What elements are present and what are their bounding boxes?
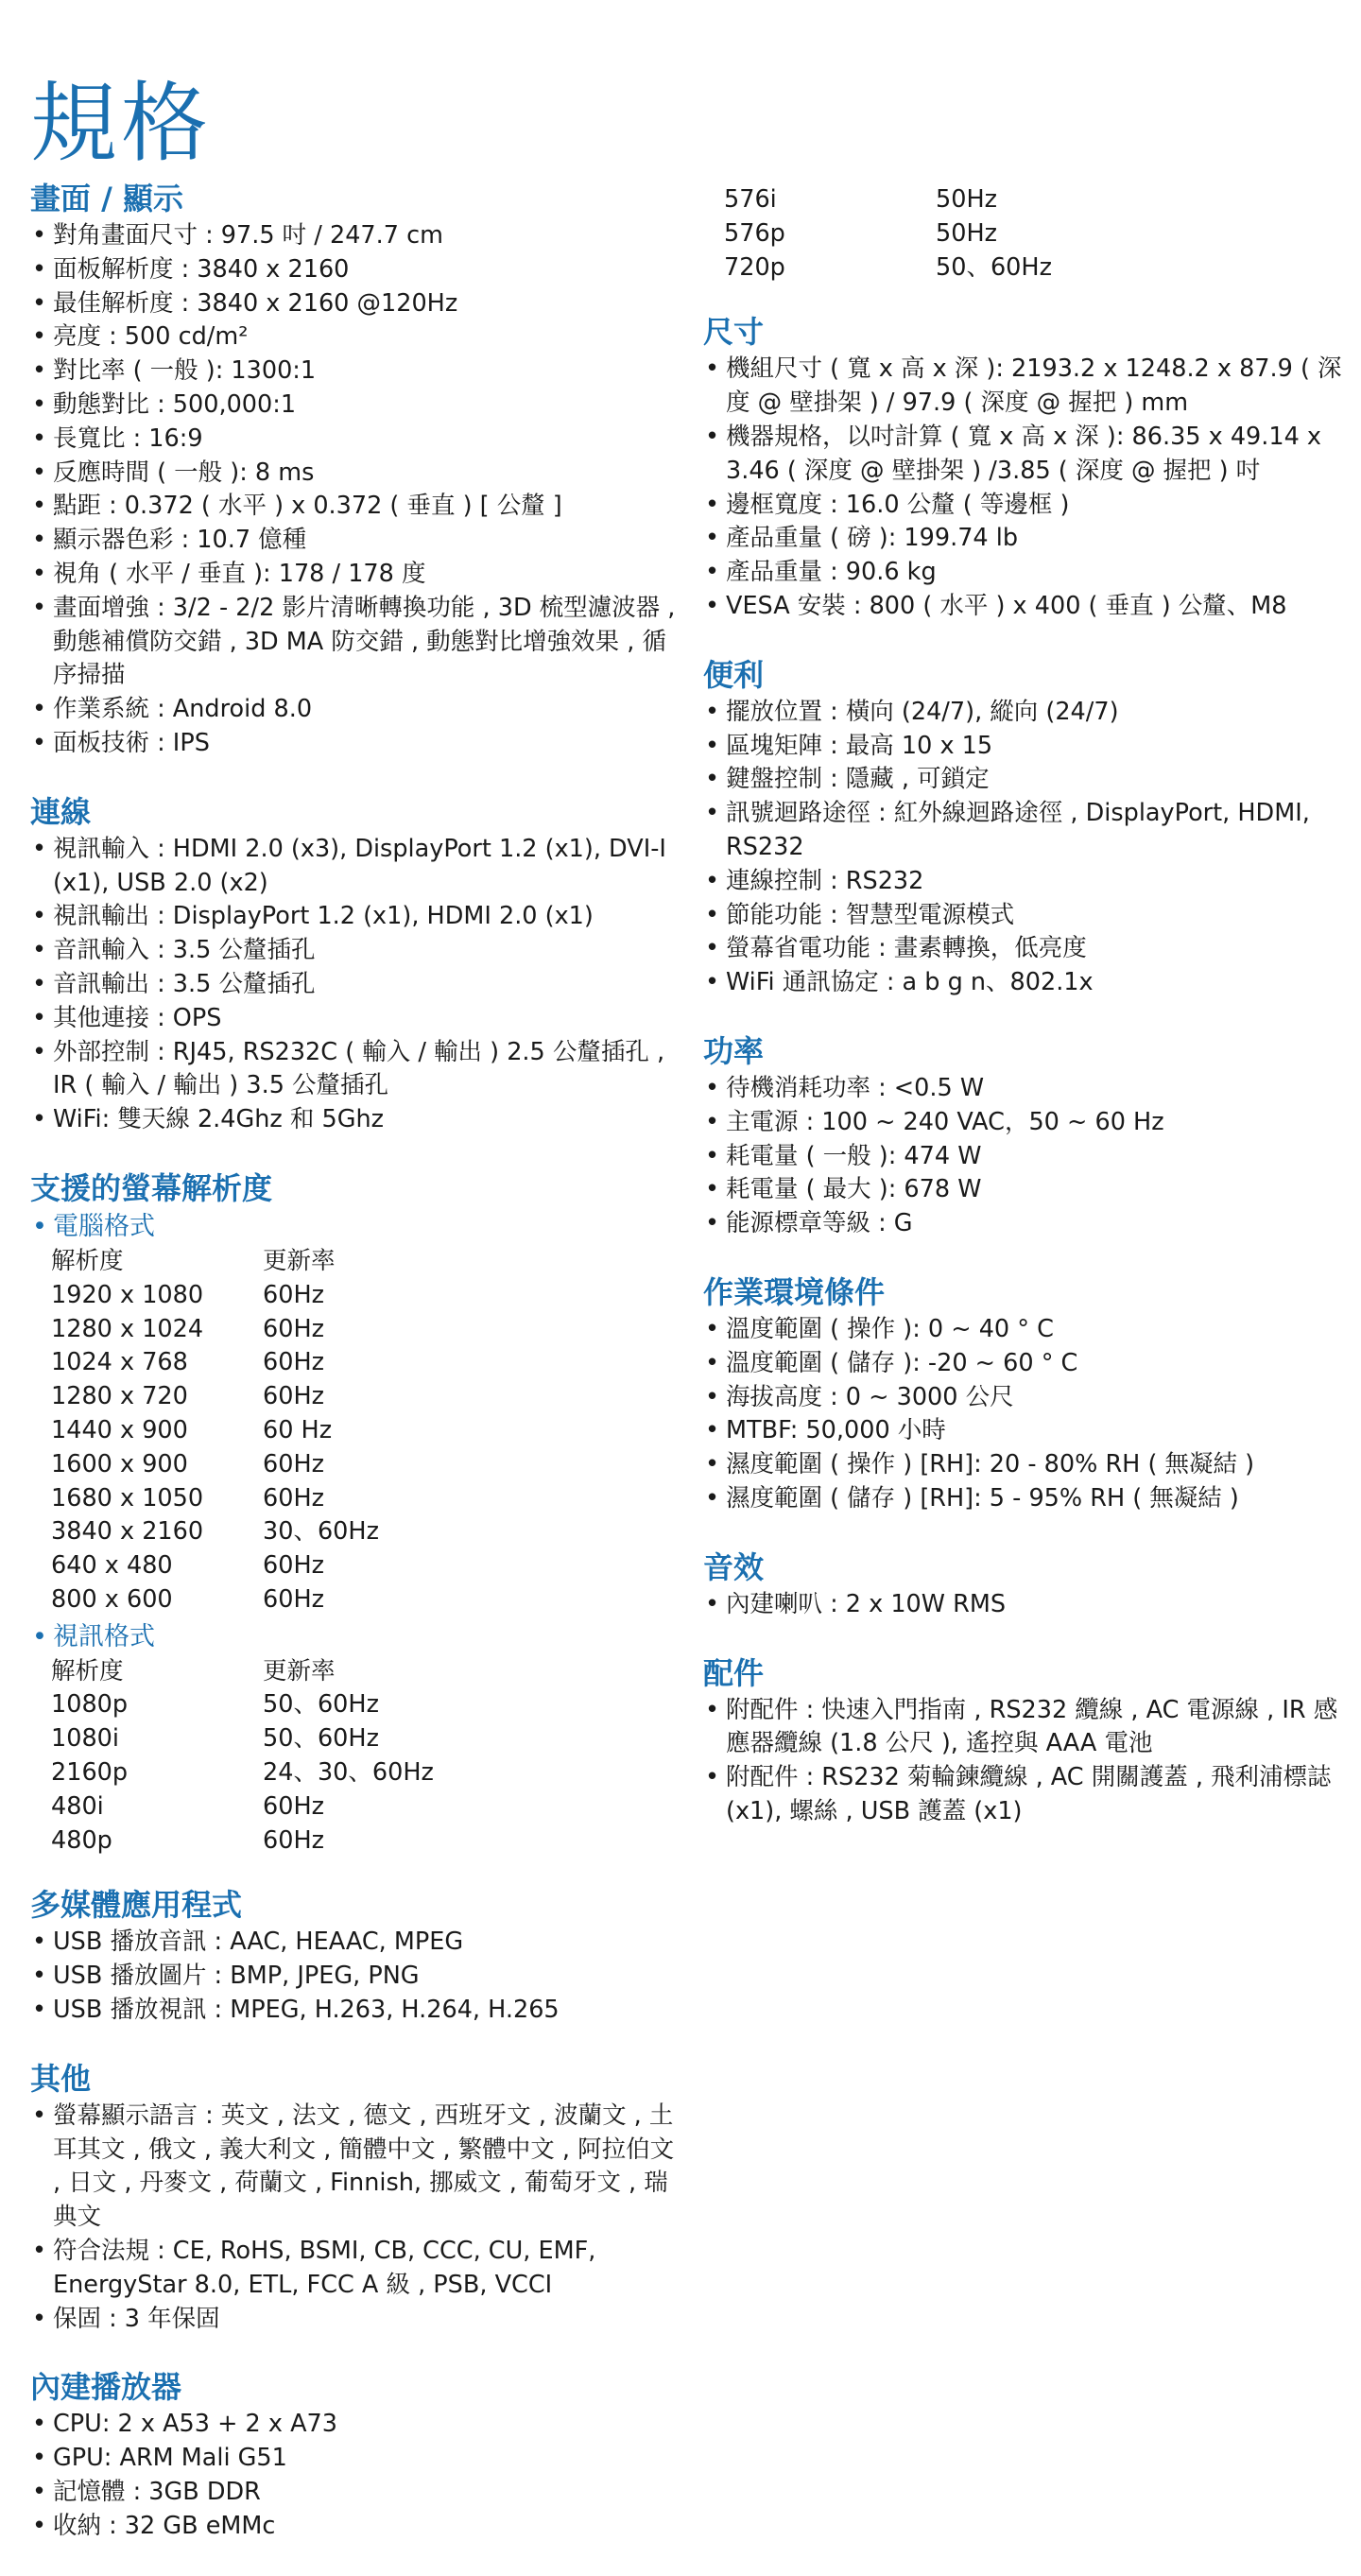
spec-item: • MTBF: 50,000 小時: [703, 1414, 1346, 1448]
section-title-convenience: 便利: [703, 656, 765, 693]
video-format-table: [51, 1655, 434, 1859]
cell-refresh-rate: 24、30、60Hz: [263, 1758, 434, 1788]
cell-refresh-rate: 60Hz: [263, 1483, 325, 1513]
table-row: [51, 1824, 434, 1859]
cell-refresh-rate: 60Hz: [263, 1314, 325, 1343]
cell-resolution: 1280 x 720: [51, 1382, 188, 1411]
cell-refresh-rate: 50、60Hz: [263, 1724, 379, 1754]
display-list: [30, 219, 682, 761]
cell-refresh-rate: 60Hz: [263, 1551, 325, 1581]
spec-item: • 對比率 ( 一般 ): 1300:1: [30, 354, 682, 389]
cell-resolution: 1024 x 768: [51, 1348, 188, 1377]
cell-refresh-rate: 60Hz: [263, 1825, 325, 1855]
section-power: [703, 1032, 1346, 1241]
spec-item: • 溫度範圍 ( 操作 ): 0 ~ 40 ° C: [703, 1313, 1346, 1347]
spec-item: • 對角畫面尺寸 : 97.5 吋 / 247.7 cm: [30, 219, 682, 253]
section-resolutions: [30, 1169, 682, 1859]
section-title-sound: 音效: [703, 1548, 765, 1585]
subsection-title-pc-formats: • 電腦格式: [30, 1209, 682, 1245]
spec-item: • 主電源 : 100 ~ 240 VAC，50 ~ 60 Hz: [703, 1106, 1346, 1140]
header-resolution: 解析度: [51, 1246, 124, 1275]
spec-item: • VESA 安裝 : 800 ( 水平 ) x 400 ( 垂直 ) 公釐、M8: [703, 590, 1346, 624]
spec-item: • 其他連接 : OPS: [30, 1002, 682, 1036]
spec-item: • 亮度 : 500 cd/m²: [30, 320, 682, 354]
spec-item: • 視訊輸出 : DisplayPort 1.2 (x1), HDMI 2.0 (x1): [30, 900, 682, 934]
spec-item: • 螢幕顯示語言 : 英文 , 法文 , 德文 , 西班牙文 , 波蘭文 , 土耳其文 , 俄文 , 義大利文 , 簡體中文 , 繁體中文 , 阿拉伯文 , 日文 , 丹麥文 , 荷蘭文 , Finnish, 挪威文 , 葡萄牙文 , 瑞典文: [30, 2100, 682, 2235]
table-row: [724, 183, 1052, 217]
spec-item: • 點距 : 0.372 ( 水平 ) x 0.372 ( 垂直 ) [ 公釐 ]: [30, 490, 682, 524]
section-title-accessories: 配件: [703, 1654, 765, 1691]
cell-refresh-rate: 30、60Hz: [263, 1517, 379, 1547]
table-row: [51, 1688, 434, 1722]
header-resolution: 解析度: [51, 1656, 124, 1686]
spec-item: • 節能功能 : 智慧型電源模式: [703, 899, 1346, 933]
spec-item: • 待機消耗功率 : <0.5 W: [703, 1072, 1346, 1106]
cell-refresh-rate: 60Hz: [263, 1348, 325, 1377]
spec-item: • 產品重量 : 90.6 kg: [703, 556, 1346, 590]
section-connectivity: [30, 793, 682, 1137]
section-title-multimedia: 多媒體應用程式: [30, 1887, 243, 1924]
cell-resolution: 1680 x 1050: [51, 1483, 204, 1513]
spec-item: • USB 播放視訊 : MPEG, H.263, H.264, H.265: [30, 1994, 682, 2028]
spec-item: • 海拔高度 : 0 ~ 3000 公尺: [703, 1381, 1346, 1415]
table-row: [51, 1549, 379, 1583]
cell-refresh-rate: 60Hz: [263, 1449, 325, 1478]
section-multimedia: [30, 1886, 682, 2027]
section-title-connectivity: 連線: [30, 793, 92, 830]
section-title-environment: 作業環境條件: [703, 1273, 886, 1310]
accessories-list: [703, 1694, 1346, 1829]
spec-item: • 擺放位置 : 橫向 (24/7), 縱向 (24/7): [703, 696, 1346, 730]
spec-item: • 濕度範圍 ( 儲存 ) [RH]: 5 - 95% RH ( 無凝結 ): [703, 1482, 1346, 1516]
cell-resolution: 1280 x 1024: [51, 1314, 204, 1343]
player-list: [30, 2408, 682, 2543]
spec-item: • 濕度範圍 ( 操作 ) [RH]: 20 - 80% RH ( 無凝結 ): [703, 1448, 1346, 1482]
spec-item: • 畫面增強 : 3/2 - 2/2 影片清晰轉換功能 , 3D 梳型濾波器 , 動態補償防交錯 , 3D MA 防交錯 , 動態對比增強效果 , 循序掃描: [30, 592, 682, 693]
table-row: [51, 1414, 379, 1448]
cell-resolution: 576p: [724, 218, 785, 248]
sound-list: [703, 1588, 1346, 1622]
spec-item: • 最佳解析度 : 3840 x 2160 @120Hz: [30, 287, 682, 321]
spec-item: • 音訊輸入 : 3.5 公釐插孔: [30, 934, 682, 968]
multimedia-list: [30, 1926, 682, 2027]
cell-refresh-rate: 60Hz: [263, 1382, 325, 1411]
cell-resolution: 576i: [724, 185, 777, 214]
cell-refresh-rate: 60Hz: [263, 1791, 325, 1821]
spec-item: • 機器規格，以吋計算 ( 寬 x 高 x 深 ): 86.35 x 49.14 x 3.46 ( 深度 @ 壁掛架 ) /3.85 ( 深度 @ 握把 ) 吋: [703, 421, 1346, 489]
table-header-row: [51, 1245, 379, 1279]
spec-item: • 收納 : 32 GB eMMc: [30, 2510, 682, 2544]
cell-resolution: 720p: [724, 252, 785, 282]
spec-item: • 作業系統 : Android 8.0: [30, 693, 682, 727]
table-row: [51, 1790, 434, 1824]
section-title-player: 內建播放器: [30, 2369, 182, 2406]
spec-item: • WiFi: 雙天線 2.4Ghz 和 5Ghz: [30, 1103, 682, 1137]
spec-item: • 鍵盤控制 : 隱藏 , 可鎖定: [703, 763, 1346, 797]
spec-item: • 耗電量 ( 一般 ): 474 W: [703, 1140, 1346, 1174]
spec-item: • 溫度範圍 ( 儲存 ): -20 ~ 60 ° C: [703, 1347, 1346, 1381]
table-row: [51, 1279, 379, 1313]
cell-resolution: 1080p: [51, 1690, 129, 1720]
right-column: [703, 183, 1346, 1861]
section-convenience: [703, 656, 1346, 1000]
cell-resolution: 640 x 480: [51, 1551, 173, 1581]
cell-refresh-rate: 50、60Hz: [263, 1690, 379, 1720]
spec-item: • 產品重量 ( 磅 ): 199.74 lb: [703, 522, 1346, 556]
spec-item: • 機組尺寸 ( 寬 x 高 x 深 ): 2193.2 x 1248.2 x 87.9 ( 深度 @ 壁掛架 ) / 97.9 ( 深度 @ 握把 ) mm: [703, 353, 1346, 421]
cell-refresh-rate: 50、60Hz: [936, 252, 1052, 282]
section-title-resolutions: 支援的螢幕解析度: [30, 1169, 273, 1206]
spec-item: • 外部控制 : RJ45, RS232C ( 輸入 / 輸出 ) 2.5 公釐插孔 , IR ( 輸入 / 輸出 ) 3.5 公釐插孔: [30, 1036, 682, 1104]
section-dimensions: [703, 313, 1346, 623]
table-row: [51, 1482, 379, 1516]
spec-item: • USB 播放音訊 : AAC, HEAAC, MPEG: [30, 1926, 682, 1960]
section-title-dimensions: 尺寸: [703, 314, 765, 351]
spec-item: • 音訊輸出 : 3.5 公釐插孔: [30, 968, 682, 1002]
spec-item: • 記憶體 : 3GB DDR: [30, 2476, 682, 2510]
section-sound: [703, 1548, 1346, 1622]
spec-item: • 附配件 : 快速入門指南 , RS232 纜線 , AC 電源線 , IR 感應器纜線 (1.8 公尺 ), 遙控與 AAA 電池: [703, 1694, 1346, 1762]
cell-refresh-rate: 50Hz: [936, 185, 998, 214]
spec-item: • 連線控制 : RS232: [703, 865, 1346, 899]
left-column: [30, 180, 682, 2576]
pc-format-table: [51, 1245, 379, 1617]
spec-item: • 耗電量 ( 最大 ): 678 W: [703, 1173, 1346, 1207]
spec-item: • 長寬比 : 16:9: [30, 423, 682, 457]
spec-item: • 內建喇叭 : 2 x 10W RMS: [703, 1588, 1346, 1622]
table-row: [51, 1313, 379, 1347]
section-title-power: 功率: [703, 1032, 765, 1069]
spec-item: • GPU: ARM Mali G51: [30, 2442, 682, 2476]
table-header-row: [51, 1655, 434, 1689]
cell-resolution: 800 x 600: [51, 1584, 173, 1614]
spec-item: • 螢幕省電功能 : 畫素轉換，低亮度: [703, 932, 1346, 966]
spec-item: • 視角 ( 水平 / 垂直 ): 178 / 178 度: [30, 558, 682, 592]
convenience-list: [703, 696, 1346, 1000]
cell-resolution: 1920 x 1080: [51, 1280, 204, 1309]
table-row: [51, 1515, 379, 1549]
spec-item: • 能源標章等級 : G: [703, 1207, 1346, 1241]
spec-item: • 反應時間 ( 一般 ): 8 ms: [30, 457, 682, 491]
spec-item: • 顯示器色彩 : 10.7 億種: [30, 524, 682, 558]
spec-item: • 區塊矩陣 : 最高 10 x 15: [703, 730, 1346, 764]
table-row: [51, 1448, 379, 1482]
cell-resolution: 480p: [51, 1825, 112, 1855]
page-title: 規格: [30, 72, 213, 174]
spec-item: • WiFi 通訊協定 : a b g n、802.1x: [703, 966, 1346, 1000]
table-row: [724, 217, 1052, 251]
section-player: [30, 2368, 682, 2543]
cell-refresh-rate: 60Hz: [263, 1280, 325, 1309]
spec-item: • 保固 : 3 年保固: [30, 2303, 682, 2337]
table-row: [51, 1583, 379, 1617]
environment-list: [703, 1313, 1346, 1516]
cell-resolution: 1080i: [51, 1724, 119, 1754]
table-row: [51, 1380, 379, 1414]
cell-resolution: 1440 x 900: [51, 1415, 188, 1444]
cell-resolution: 1600 x 900: [51, 1449, 188, 1478]
video-format-table-continued: [724, 183, 1052, 285]
subsection-title-video-formats: • 視訊格式: [30, 1619, 682, 1655]
section-title-misc: 其他: [30, 2060, 92, 2097]
header-refresh-rate: 更新率: [263, 1656, 336, 1686]
cell-resolution: 2160p: [51, 1758, 129, 1788]
section-misc: [30, 2060, 682, 2337]
spec-item: • 動態對比 : 500,000:1: [30, 389, 682, 423]
spec-item: • CPU: 2 x A53 + 2 x A73: [30, 2408, 682, 2442]
cell-refresh-rate: 60Hz: [263, 1584, 325, 1614]
section-environment: [703, 1273, 1346, 1516]
spec-item: • 面板技術 : IPS: [30, 727, 682, 761]
section-title-display: 畫面 / 顯示: [30, 181, 183, 216]
section-accessories: [703, 1654, 1346, 1829]
table-row: [51, 1722, 434, 1756]
spec-item: • 視訊輸入 : HDMI 2.0 (x3), DisplayPort 1.2 (x1), DVI-I (x1), USB 2.0 (x2): [30, 833, 682, 901]
cell-refresh-rate: 50Hz: [936, 218, 998, 248]
power-list: [703, 1072, 1346, 1241]
table-row: [51, 1756, 434, 1790]
dimensions-list: [703, 353, 1346, 623]
spec-item: • 邊框寬度 : 16.0 公釐 ( 等邊框 ): [703, 489, 1346, 523]
spec-item: • 符合法規 : CE, RoHS, BSMI, CB, CCC, CU, EMF, EnergyStar 8.0, ETL, FCC A 級 , PSB, VCCI: [30, 2235, 682, 2303]
cell-resolution: 3840 x 2160: [51, 1517, 204, 1547]
spec-item: • 面板解析度 : 3840 x 2160: [30, 253, 682, 287]
table-row: [724, 251, 1052, 285]
spec-item: • 附配件 : RS232 菊輪鍊纜線 , AC 開關護蓋 , 飛利浦標誌 (x1), 螺絲 , USB 護蓋 (x1): [703, 1761, 1346, 1829]
spec-item: • 訊號迴路途徑 : 紅外線迴路途徑 , DisplayPort, HDMI, RS232: [703, 797, 1346, 865]
misc-list: [30, 2100, 682, 2337]
cell-resolution: 480i: [51, 1791, 104, 1821]
section-display: [30, 180, 682, 761]
cell-refresh-rate: 60 Hz: [263, 1415, 333, 1444]
connectivity-list: [30, 833, 682, 1137]
table-row: [51, 1346, 379, 1380]
spec-item: • USB 播放圖片 : BMP, JPEG, PNG: [30, 1960, 682, 1994]
header-refresh-rate: 更新率: [263, 1246, 336, 1275]
